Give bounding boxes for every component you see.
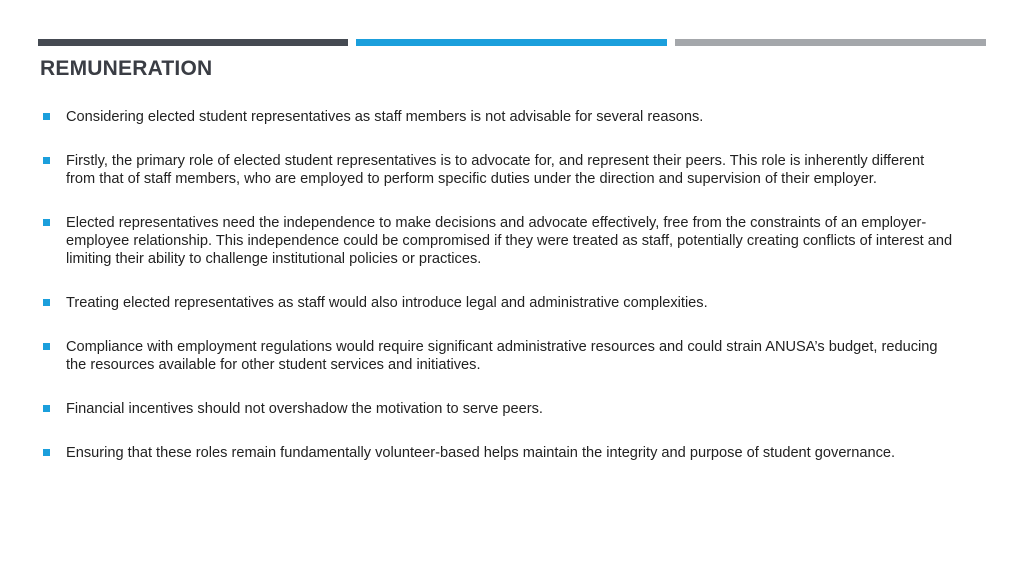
square-bullet-icon: [43, 219, 50, 226]
bullet-list: [42, 108, 957, 488]
square-bullet-icon: [43, 299, 50, 306]
bullet-item: [42, 338, 957, 374]
bullet-item: [42, 108, 957, 126]
square-bullet-icon: [43, 449, 50, 456]
header-bar-blue: [356, 39, 667, 46]
header-bar-gray: [675, 39, 986, 46]
bullet-item: [42, 152, 957, 188]
bullet-item: [42, 294, 957, 312]
bullet-text: Financial incentives should not overshadow the motivation to serve peers.: [66, 401, 543, 417]
bullet-text: Elected representatives need the independence to make decisions and advocate effectively, free from the constraints of an employer-employee relationship. This independence could be compromised if they were treated as staff, potentially creating conflicts of interest and limiting their ability to challenge institutional policies or practices.: [66, 215, 953, 267]
header-bar-dark: [38, 39, 348, 46]
bullet-text: Firstly, the primary role of elected student representatives is to advocate for, and represent their peers. This role is inherently different from that of staff members, who are employed to perform specific duties under the direction and supervision of their employer.: [66, 153, 925, 187]
slide-title: REMUNERATION: [40, 57, 213, 80]
bullet-item: [42, 400, 957, 418]
bullet-text: Considering elected student representatives as staff members is not advisable for several reasons.: [66, 109, 704, 125]
bullet-item: [42, 444, 957, 462]
square-bullet-icon: [43, 405, 50, 412]
bullet-text: Ensuring that these roles remain fundamentally volunteer-based helps maintain the integrity and purpose of student governance.: [66, 445, 896, 461]
bullet-text: Treating elected representatives as staff would also introduce legal and administrative complexities.: [66, 295, 708, 311]
square-bullet-icon: [43, 157, 50, 164]
bullet-item: [42, 214, 957, 268]
bullet-text: Compliance with employment regulations would require significant administrative resources and could strain ANUSA’s budget, reducing the resources available for other student services and initiatives.: [66, 339, 938, 373]
square-bullet-icon: [43, 113, 50, 120]
square-bullet-icon: [43, 343, 50, 350]
